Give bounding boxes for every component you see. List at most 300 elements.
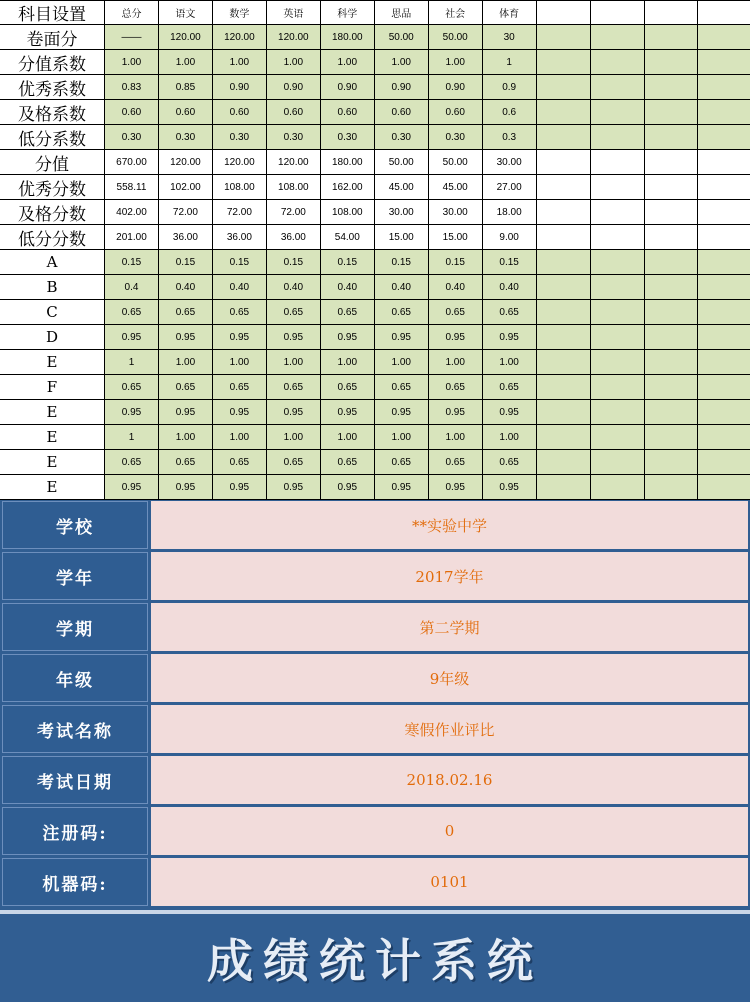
value-cell[interactable]: 1.00 <box>159 425 213 449</box>
empty-cell[interactable] <box>698 100 750 124</box>
value-cell[interactable]: 0.65 <box>159 300 213 324</box>
setting-value-field[interactable]: 2017学年 <box>151 552 748 600</box>
row-label-cell[interactable]: F <box>0 375 105 399</box>
row-label-cell[interactable]: 分值 <box>0 150 105 174</box>
setting-row <box>0 500 750 550</box>
subject-header-cell[interactable]: 总分 <box>105 1 159 24</box>
value-cell[interactable]: 0.30 <box>159 125 213 149</box>
value-cell[interactable]: 1.00 <box>429 350 483 374</box>
empty-cell[interactable] <box>645 375 699 399</box>
empty-cell[interactable] <box>645 325 699 349</box>
row-label-cell[interactable]: 优秀分数 <box>0 175 105 199</box>
value-cell[interactable]: 1.00 <box>321 425 375 449</box>
row-label-cell[interactable]: 低分分数 <box>0 225 105 249</box>
value-cell[interactable]: 0.65 <box>267 450 321 474</box>
value-cell[interactable]: 0.15 <box>267 250 321 274</box>
empty-cell[interactable] <box>591 450 645 474</box>
value-cell[interactable]: 0.65 <box>429 450 483 474</box>
value-cell[interactable]: 0.90 <box>267 75 321 99</box>
value-cell[interactable]: 0.95 <box>267 325 321 349</box>
value-cell[interactable]: 0.95 <box>213 400 267 424</box>
empty-cell[interactable] <box>537 250 591 274</box>
grid-row <box>0 100 750 125</box>
value-cell[interactable]: 50.00 <box>429 150 483 174</box>
value-cell[interactable]: 0.95 <box>483 325 537 349</box>
value-cell[interactable]: 0.65 <box>483 375 537 399</box>
empty-cell[interactable] <box>645 400 699 424</box>
empty-cell[interactable] <box>698 125 750 149</box>
setting-row <box>0 806 750 856</box>
empty-cell[interactable] <box>591 200 645 224</box>
empty-cell[interactable] <box>591 250 645 274</box>
empty-cell[interactable] <box>698 350 750 374</box>
value-cell[interactable]: 0.65 <box>321 450 375 474</box>
value-cell[interactable]: 1 <box>105 350 159 374</box>
subject-header-cell[interactable]: 思品 <box>375 1 429 24</box>
value-cell[interactable]: 0.95 <box>213 475 267 499</box>
empty-cell[interactable] <box>645 225 699 249</box>
value-cell[interactable]: 18.00 <box>483 200 537 224</box>
setting-label: 学年 <box>2 552 148 600</box>
value-cell[interactable]: 30.00 <box>375 200 429 224</box>
value-cell[interactable]: 0.40 <box>321 275 375 299</box>
value-cell[interactable]: 0.4 <box>105 275 159 299</box>
value-cell[interactable]: 0.90 <box>375 75 429 99</box>
value-cell[interactable]: 0.65 <box>375 450 429 474</box>
value-cell[interactable]: 15.00 <box>429 225 483 249</box>
empty-cell[interactable] <box>645 275 699 299</box>
value-cell[interactable]: 0.65 <box>105 450 159 474</box>
empty-cell[interactable] <box>591 75 645 99</box>
value-cell[interactable]: 0.95 <box>429 325 483 349</box>
value-cell[interactable]: 1.00 <box>483 425 537 449</box>
value-cell[interactable]: 0.65 <box>159 375 213 399</box>
empty-cell[interactable] <box>537 1 591 24</box>
empty-cell[interactable] <box>645 25 699 49</box>
row-label-cell[interactable]: E <box>0 350 105 374</box>
value-cell[interactable]: 1.00 <box>429 50 483 74</box>
empty-cell[interactable] <box>537 425 591 449</box>
setting-value-field[interactable]: 2018.02.16 <box>151 756 748 804</box>
value-cell[interactable]: 1 <box>483 50 537 74</box>
system-title: 成绩统计系统 <box>207 934 543 988</box>
row-label-cell[interactable]: 及格分数 <box>0 200 105 224</box>
value-cell[interactable]: 0.40 <box>375 275 429 299</box>
setting-row <box>0 857 750 907</box>
setting-value-field[interactable]: 寒假作业评比 <box>151 705 748 753</box>
value-cell[interactable]: 0.95 <box>159 400 213 424</box>
setting-row <box>0 602 750 652</box>
empty-cell[interactable] <box>645 350 699 374</box>
value-cell[interactable]: 1.00 <box>375 350 429 374</box>
empty-cell[interactable] <box>591 325 645 349</box>
value-cell[interactable]: 0.95 <box>105 325 159 349</box>
row-label-cell[interactable]: E <box>0 475 105 499</box>
value-cell[interactable]: 0.65 <box>159 450 213 474</box>
empty-cell[interactable] <box>645 1 699 24</box>
value-cell[interactable]: 1.00 <box>213 425 267 449</box>
value-cell[interactable]: 1.00 <box>375 50 429 74</box>
empty-cell[interactable] <box>645 450 699 474</box>
value-cell[interactable]: 0.65 <box>375 375 429 399</box>
setting-label: 机器码: <box>2 858 148 906</box>
value-cell[interactable]: 30 <box>483 25 537 49</box>
empty-cell[interactable] <box>645 50 699 74</box>
value-cell[interactable]: 0.65 <box>267 375 321 399</box>
value-cell[interactable]: 0.95 <box>483 475 537 499</box>
empty-cell[interactable] <box>591 475 645 499</box>
value-cell[interactable]: 0.95 <box>321 325 375 349</box>
subject-header-cell[interactable]: 科学 <box>321 1 375 24</box>
empty-cell[interactable] <box>537 150 591 174</box>
empty-cell[interactable] <box>645 425 699 449</box>
value-cell[interactable]: 120.00 <box>267 150 321 174</box>
value-cell[interactable]: 0.95 <box>105 475 159 499</box>
value-cell[interactable]: 0.40 <box>483 275 537 299</box>
value-cell[interactable]: 108.00 <box>321 200 375 224</box>
value-cell[interactable]: 402.00 <box>105 200 159 224</box>
value-cell[interactable]: 180.00 <box>321 25 375 49</box>
empty-cell[interactable] <box>591 25 645 49</box>
value-cell[interactable]: 0.3 <box>483 125 537 149</box>
value-cell[interactable]: 72.00 <box>159 200 213 224</box>
value-cell[interactable]: 1.00 <box>483 350 537 374</box>
setting-label: 考试名称 <box>2 705 148 753</box>
empty-cell[interactable] <box>645 175 699 199</box>
value-cell[interactable]: 0.95 <box>213 325 267 349</box>
value-cell[interactable]: 1.00 <box>321 350 375 374</box>
empty-cell[interactable] <box>698 300 750 324</box>
empty-cell[interactable] <box>591 150 645 174</box>
grid-row <box>0 375 750 400</box>
value-cell[interactable]: 0.95 <box>159 475 213 499</box>
value-cell[interactable]: 0.83 <box>105 75 159 99</box>
empty-cell[interactable] <box>537 175 591 199</box>
value-cell[interactable]: 72.00 <box>213 200 267 224</box>
empty-cell[interactable] <box>591 50 645 74</box>
value-cell[interactable]: 0.95 <box>375 400 429 424</box>
value-cell[interactable]: 0.60 <box>375 100 429 124</box>
empty-cell[interactable] <box>698 275 750 299</box>
value-cell[interactable]: 0.65 <box>483 450 537 474</box>
empty-cell[interactable] <box>537 25 591 49</box>
value-cell[interactable]: 670.00 <box>105 150 159 174</box>
empty-cell[interactable] <box>591 125 645 149</box>
value-cell[interactable]: 1.00 <box>213 50 267 74</box>
value-cell[interactable]: 0.30 <box>321 125 375 149</box>
value-cell[interactable]: 1.00 <box>159 50 213 74</box>
value-cell[interactable]: 0.90 <box>321 75 375 99</box>
setting-row <box>0 653 750 703</box>
row-label-cell[interactable]: E <box>0 400 105 424</box>
value-cell[interactable]: 36.00 <box>159 225 213 249</box>
value-cell[interactable]: 0.60 <box>105 100 159 124</box>
value-cell[interactable]: 0.15 <box>429 250 483 274</box>
value-cell[interactable]: 0.95 <box>267 475 321 499</box>
empty-cell[interactable] <box>537 275 591 299</box>
value-cell[interactable]: 102.00 <box>159 175 213 199</box>
empty-cell[interactable] <box>698 450 750 474</box>
empty-cell[interactable] <box>537 50 591 74</box>
setting-label: 年级 <box>2 654 148 702</box>
value-cell[interactable]: 0.15 <box>105 250 159 274</box>
value-cell[interactable]: 0.60 <box>159 100 213 124</box>
grid-row <box>0 250 750 275</box>
empty-cell[interactable] <box>698 75 750 99</box>
value-cell[interactable]: 1.00 <box>213 350 267 374</box>
value-cell[interactable]: 201.00 <box>105 225 159 249</box>
value-cell[interactable]: —— <box>105 25 159 49</box>
value-cell[interactable]: 0.60 <box>267 100 321 124</box>
empty-cell[interactable] <box>591 175 645 199</box>
value-cell[interactable]: 0.65 <box>105 375 159 399</box>
value-cell[interactable]: 0.40 <box>429 275 483 299</box>
setting-label: 注册码: <box>2 807 148 855</box>
value-cell[interactable]: 30.00 <box>429 200 483 224</box>
empty-cell[interactable] <box>591 425 645 449</box>
empty-cell[interactable] <box>537 300 591 324</box>
value-cell[interactable]: 0.6 <box>483 100 537 124</box>
empty-cell[interactable] <box>591 400 645 424</box>
value-cell[interactable]: 0.30 <box>375 125 429 149</box>
subject-header-cell[interactable]: 数学 <box>213 1 267 24</box>
value-cell[interactable]: 0.95 <box>483 400 537 424</box>
row-label-cell[interactable]: C <box>0 300 105 324</box>
value-cell[interactable]: 558.11 <box>105 175 159 199</box>
value-cell[interactable]: 0.40 <box>213 275 267 299</box>
empty-cell[interactable] <box>645 300 699 324</box>
value-cell[interactable]: 0.95 <box>105 400 159 424</box>
value-cell[interactable]: 0.15 <box>321 250 375 274</box>
grid-row <box>0 200 750 225</box>
value-cell[interactable]: 0.60 <box>213 100 267 124</box>
value-cell[interactable]: 1.00 <box>321 50 375 74</box>
empty-cell[interactable] <box>591 275 645 299</box>
grid-row <box>0 425 750 450</box>
value-cell[interactable]: 0.65 <box>375 300 429 324</box>
value-cell[interactable]: 0.65 <box>213 450 267 474</box>
setting-label: 考试日期 <box>2 756 148 804</box>
empty-cell[interactable] <box>698 150 750 174</box>
value-cell[interactable]: 0.15 <box>159 250 213 274</box>
empty-cell[interactable] <box>645 200 699 224</box>
empty-cell[interactable] <box>698 1 750 24</box>
value-cell[interactable]: 1.00 <box>267 425 321 449</box>
value-cell[interactable]: 0.15 <box>375 250 429 274</box>
empty-cell[interactable] <box>537 200 591 224</box>
value-cell[interactable]: 50.00 <box>375 25 429 49</box>
setting-row <box>0 551 750 601</box>
setting-value-field[interactable]: 0101 <box>151 858 748 906</box>
empty-cell[interactable] <box>537 75 591 99</box>
empty-cell[interactable] <box>698 25 750 49</box>
value-cell[interactable]: 0.9 <box>483 75 537 99</box>
value-cell[interactable]: 0.95 <box>159 325 213 349</box>
setting-value-field[interactable]: 第二学期 <box>151 603 748 651</box>
value-cell[interactable]: 0.95 <box>267 400 321 424</box>
value-cell[interactable]: 54.00 <box>321 225 375 249</box>
value-cell[interactable]: 0.90 <box>213 75 267 99</box>
value-cell[interactable]: 0.95 <box>375 325 429 349</box>
setting-value-field[interactable]: **实验中学 <box>151 501 748 549</box>
setting-value-field[interactable]: 9年级 <box>151 654 748 702</box>
value-cell[interactable]: 15.00 <box>375 225 429 249</box>
setting-label: 学校 <box>2 501 148 549</box>
value-cell[interactable]: 0.65 <box>429 300 483 324</box>
empty-cell[interactable] <box>645 100 699 124</box>
value-cell[interactable]: 0.65 <box>321 375 375 399</box>
grid-row <box>0 450 750 475</box>
value-cell[interactable]: 0.95 <box>429 400 483 424</box>
grid-row <box>0 275 750 300</box>
empty-cell[interactable] <box>645 125 699 149</box>
empty-cell[interactable] <box>698 325 750 349</box>
school-settings-panel <box>0 500 750 910</box>
value-cell[interactable]: 0.90 <box>429 75 483 99</box>
grid-row <box>0 225 750 250</box>
value-cell[interactable]: 0.95 <box>429 475 483 499</box>
empty-cell[interactable] <box>645 250 699 274</box>
row-label-cell[interactable]: E <box>0 425 105 449</box>
subject-header-cell[interactable]: 社会 <box>429 1 483 24</box>
empty-cell[interactable] <box>537 125 591 149</box>
row-label-cell[interactable]: 低分系数 <box>0 125 105 149</box>
grid-row <box>0 400 750 425</box>
row-label-cell[interactable]: 分值系数 <box>0 50 105 74</box>
value-cell[interactable]: 120.00 <box>159 150 213 174</box>
row-label-cell[interactable]: B <box>0 275 105 299</box>
empty-cell[interactable] <box>591 225 645 249</box>
value-cell[interactable]: 108.00 <box>213 175 267 199</box>
empty-cell[interactable] <box>698 375 750 399</box>
value-cell[interactable]: 45.00 <box>375 175 429 199</box>
value-cell[interactable]: 0.15 <box>213 250 267 274</box>
setting-row <box>0 704 750 754</box>
value-cell[interactable]: 0.60 <box>429 100 483 124</box>
value-cell[interactable]: 0.65 <box>105 300 159 324</box>
value-cell[interactable]: 0.85 <box>159 75 213 99</box>
row-label-cell[interactable]: A <box>0 250 105 274</box>
setting-label: 学期 <box>2 603 148 651</box>
empty-cell[interactable] <box>591 100 645 124</box>
value-cell[interactable]: 36.00 <box>213 225 267 249</box>
empty-cell[interactable] <box>537 100 591 124</box>
value-cell[interactable]: 120.00 <box>213 150 267 174</box>
empty-cell[interactable] <box>698 475 750 499</box>
empty-cell[interactable] <box>698 400 750 424</box>
value-cell[interactable]: 0.30 <box>105 125 159 149</box>
empty-cell[interactable] <box>591 300 645 324</box>
empty-cell[interactable] <box>698 175 750 199</box>
value-cell[interactable]: 0.15 <box>483 250 537 274</box>
empty-cell[interactable] <box>537 375 591 399</box>
value-cell[interactable]: 180.00 <box>321 150 375 174</box>
value-cell[interactable]: 0.65 <box>483 300 537 324</box>
value-cell[interactable]: 50.00 <box>429 25 483 49</box>
value-cell[interactable]: 0.30 <box>429 125 483 149</box>
empty-cell[interactable] <box>591 350 645 374</box>
value-cell[interactable]: 162.00 <box>321 175 375 199</box>
row-label-cell[interactable]: 优秀系数 <box>0 75 105 99</box>
empty-cell[interactable] <box>645 150 699 174</box>
value-cell[interactable]: 45.00 <box>429 175 483 199</box>
value-cell[interactable]: 1.00 <box>375 425 429 449</box>
subject-header-cell[interactable]: 英语 <box>267 1 321 24</box>
value-cell[interactable]: 30.00 <box>483 150 537 174</box>
empty-cell[interactable] <box>698 250 750 274</box>
empty-cell[interactable] <box>537 450 591 474</box>
value-cell[interactable]: 0.95 <box>321 400 375 424</box>
row-label-cell[interactable]: E <box>0 450 105 474</box>
empty-cell[interactable] <box>537 350 591 374</box>
empty-cell[interactable] <box>698 425 750 449</box>
value-cell[interactable]: 1 <box>105 425 159 449</box>
value-cell[interactable]: 0.30 <box>267 125 321 149</box>
empty-cell[interactable] <box>537 400 591 424</box>
value-cell[interactable]: 72.00 <box>267 200 321 224</box>
value-cell[interactable]: 0.65 <box>321 300 375 324</box>
value-cell[interactable]: 1.00 <box>267 350 321 374</box>
value-cell[interactable]: 50.00 <box>375 150 429 174</box>
row-label-cell[interactable]: 卷面分 <box>0 25 105 49</box>
value-cell[interactable]: 0.95 <box>375 475 429 499</box>
setting-value-field[interactable]: 0 <box>151 807 748 855</box>
value-cell[interactable]: 1.00 <box>105 50 159 74</box>
grid-corner-label[interactable]: 科目设置 <box>0 1 105 24</box>
value-cell[interactable]: 108.00 <box>267 175 321 199</box>
subject-header-cell[interactable]: 体育 <box>483 1 537 24</box>
subject-header-cell[interactable]: 语文 <box>159 1 213 24</box>
row-label-cell[interactable]: D <box>0 325 105 349</box>
value-cell[interactable]: 0.30 <box>213 125 267 149</box>
grid-row <box>0 475 750 500</box>
value-cell[interactable]: 120.00 <box>159 25 213 49</box>
empty-cell[interactable] <box>591 375 645 399</box>
empty-cell[interactable] <box>698 50 750 74</box>
empty-cell[interactable] <box>645 75 699 99</box>
value-cell[interactable]: 9.00 <box>483 225 537 249</box>
value-cell[interactable]: 0.95 <box>321 475 375 499</box>
value-cell[interactable]: 120.00 <box>213 25 267 49</box>
grid-row <box>0 25 750 50</box>
empty-cell[interactable] <box>537 325 591 349</box>
value-cell[interactable]: 36.00 <box>267 225 321 249</box>
value-cell[interactable]: 0.65 <box>267 300 321 324</box>
value-cell[interactable]: 0.40 <box>267 275 321 299</box>
empty-cell[interactable] <box>591 1 645 24</box>
value-cell[interactable]: 1.00 <box>267 50 321 74</box>
grid-row <box>0 300 750 325</box>
grid-row <box>0 325 750 350</box>
value-cell[interactable]: 0.40 <box>159 275 213 299</box>
grid-row <box>0 150 750 175</box>
row-label-cell[interactable]: 及格系数 <box>0 100 105 124</box>
value-cell[interactable]: 1.00 <box>429 425 483 449</box>
value-cell[interactable]: 27.00 <box>483 175 537 199</box>
value-cell[interactable]: 120.00 <box>267 25 321 49</box>
empty-cell[interactable] <box>698 200 750 224</box>
empty-cell[interactable] <box>537 475 591 499</box>
empty-cell[interactable] <box>537 225 591 249</box>
grid-header-row <box>0 0 750 25</box>
value-cell[interactable]: 0.65 <box>429 375 483 399</box>
empty-cell[interactable] <box>698 225 750 249</box>
value-cell[interactable]: 1.00 <box>159 350 213 374</box>
value-cell[interactable]: 0.65 <box>213 375 267 399</box>
value-cell[interactable]: 0.60 <box>321 100 375 124</box>
empty-cell[interactable] <box>645 475 699 499</box>
value-cell[interactable]: 0.65 <box>213 300 267 324</box>
